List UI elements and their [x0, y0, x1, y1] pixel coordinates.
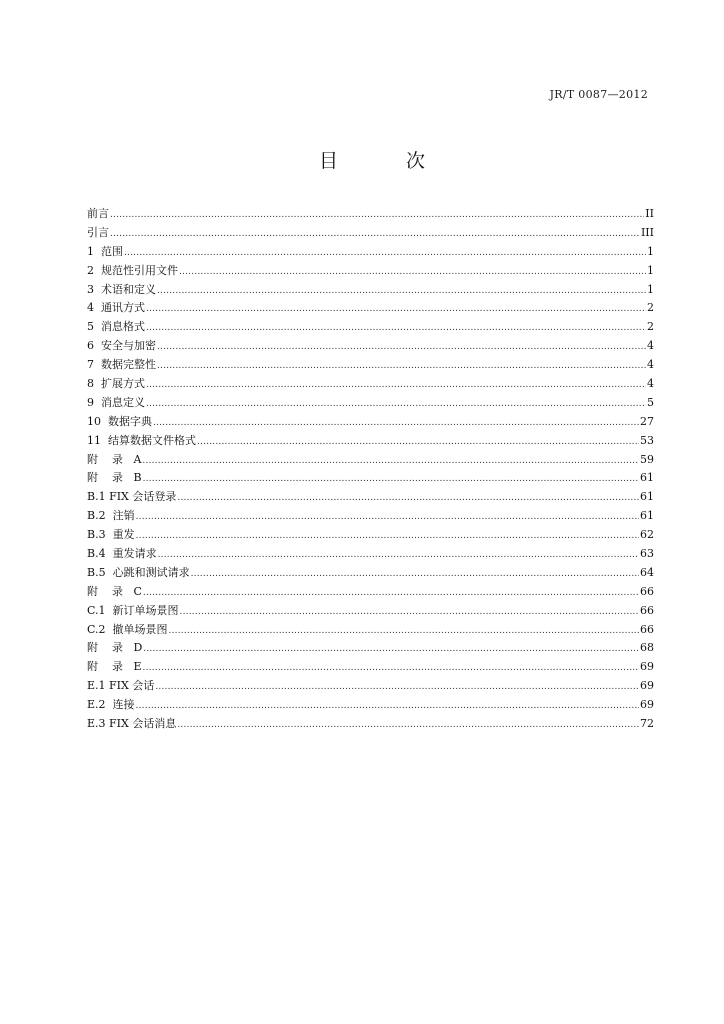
toc-dot-leader [179, 263, 646, 282]
toc-entry-label: E.2 连接 [87, 698, 135, 712]
toc-entry[interactable] [87, 621, 654, 640]
toc-dot-leader [177, 716, 639, 735]
toc-entry-page: 4 [647, 358, 654, 372]
toc-entry-page: 68 [640, 641, 654, 655]
toc-entry-label: E.3 FIX 会话消息 [87, 717, 177, 731]
toc-dot-leader [143, 470, 639, 489]
toc-dot-leader [157, 282, 646, 301]
toc-entry-label: 引言 [87, 225, 109, 239]
toc-entry-label: 6 安全与加密 [87, 339, 156, 353]
toc-dot-leader [142, 452, 639, 471]
page-title [0, 146, 724, 173]
toc-entry-page: 66 [640, 584, 654, 598]
toc-entry-label: 8 扩展方式 [87, 377, 145, 391]
toc-entry-page: 66 [640, 603, 654, 617]
toc-dot-leader [143, 640, 639, 659]
standard-code: JR/T 0087—2012 [549, 88, 648, 101]
toc-entry[interactable] [87, 507, 654, 526]
toc-entry-label: 3 术语和定义 [87, 282, 156, 296]
toc-entry-page: 1 [647, 244, 654, 258]
toc-entry-label: 5 消息格式 [87, 320, 145, 334]
toc-dot-leader [110, 225, 640, 244]
toc-entry[interactable] [87, 205, 654, 224]
toc-entry[interactable] [87, 677, 654, 696]
toc-entry-page: 66 [640, 622, 654, 636]
toc-entry-label: C.1 新订单场景图 [87, 603, 179, 617]
toc-entry[interactable] [87, 432, 654, 451]
toc-dot-leader [197, 433, 639, 452]
toc-dot-leader [169, 622, 639, 641]
toc-entry-label: C.2 撤单场景图 [87, 622, 168, 636]
toc-entry-label: B.2 注销 [87, 509, 135, 523]
toc-entry-label: E.1 FIX 会话 [87, 679, 155, 693]
toc-entry-page: 5 [647, 395, 654, 409]
toc-entry-page: 27 [640, 414, 654, 428]
toc-entry[interactable] [87, 299, 654, 318]
toc-entry[interactable] [87, 602, 654, 621]
toc-entry[interactable] [87, 375, 654, 394]
toc-dot-leader [143, 659, 639, 678]
page-title-char-1: 目 [318, 150, 338, 172]
toc-dot-leader [110, 206, 644, 225]
toc-dot-leader [146, 300, 646, 319]
toc-dot-leader [136, 508, 639, 527]
toc-entry-label: 1 范围 [87, 244, 123, 258]
toc-entry[interactable] [87, 356, 654, 375]
toc-dot-leader [146, 395, 646, 414]
toc-entry-label: B.1 FIX 会话登录 [87, 490, 177, 504]
toc-entry-page: 1 [647, 263, 654, 277]
toc-dot-leader [157, 338, 646, 357]
toc-entry[interactable] [87, 262, 654, 281]
toc-dot-leader [157, 357, 646, 376]
page-title-char-2: 次 [406, 150, 426, 172]
toc-dot-leader [158, 546, 639, 565]
toc-entry-page: 69 [640, 698, 654, 712]
toc-entry-page: 69 [640, 660, 654, 674]
toc-entry[interactable] [87, 696, 654, 715]
toc-entry-label: 附 录 C [87, 584, 142, 598]
toc-entry-label: 附 录 B [87, 471, 142, 485]
toc-entry-page: 63 [640, 547, 654, 561]
toc-entry[interactable] [87, 564, 654, 583]
toc-entry[interactable] [87, 488, 654, 507]
toc-dot-leader [180, 603, 639, 622]
toc-entry-page: 61 [640, 490, 654, 504]
toc-dot-leader [124, 244, 646, 263]
toc-entry-page: 72 [640, 717, 654, 731]
toc-entry-page: 4 [647, 377, 654, 391]
toc-entry[interactable] [87, 394, 654, 413]
toc-entry-label: 11 结算数据文件格式 [87, 433, 196, 447]
toc-dot-leader [146, 376, 646, 395]
toc-entry[interactable] [87, 545, 654, 564]
toc-entry-label: 附 录 D [87, 641, 143, 655]
toc-entry-label: 9 消息定义 [87, 395, 145, 409]
toc-dot-leader [136, 697, 639, 716]
toc-entry-page: 69 [640, 679, 654, 693]
toc-entry-page: 59 [640, 452, 654, 466]
toc-entry-page: III [640, 225, 654, 239]
toc-entry[interactable] [87, 451, 654, 470]
toc-entry-label: B.3 重发 [87, 528, 135, 542]
toc-entry-page: II [645, 207, 654, 220]
toc-entry-label: 10 数据字典 [87, 414, 152, 428]
toc-dot-leader [191, 565, 639, 584]
toc-dot-leader [143, 584, 639, 603]
toc-entry-label: 附 录 A [87, 452, 142, 466]
toc-entry-page: 64 [640, 565, 654, 579]
toc-dot-leader [155, 678, 639, 697]
toc-entry[interactable] [87, 639, 654, 658]
toc-dot-leader [177, 489, 639, 508]
toc-entry[interactable] [87, 281, 654, 300]
toc-entry[interactable] [87, 658, 654, 677]
toc-entry-page: 61 [640, 509, 654, 523]
toc-dot-leader [146, 319, 646, 338]
table-of-contents [87, 205, 654, 734]
toc-entry-page: 53 [640, 433, 654, 447]
toc-entry-label: B.4 重发请求 [87, 547, 157, 561]
toc-entry[interactable] [87, 318, 654, 337]
toc-entry[interactable] [87, 715, 654, 734]
toc-entry[interactable] [87, 224, 654, 243]
toc-entry[interactable] [87, 469, 654, 488]
toc-entry-label: 7 数据完整性 [87, 358, 156, 372]
toc-dot-leader [136, 527, 639, 546]
toc-entry-label: B.5 心跳和测试请求 [87, 565, 190, 579]
toc-entry-page: 1 [647, 282, 654, 296]
toc-entry-label: 前言 [87, 207, 109, 220]
toc-entry[interactable] [87, 413, 654, 432]
toc-entry-page: 61 [640, 471, 654, 485]
toc-entry-page: 2 [647, 301, 654, 315]
toc-entry[interactable] [87, 526, 654, 545]
toc-entry-label: 4 通讯方式 [87, 301, 145, 315]
toc-entry-page: 62 [640, 528, 654, 542]
toc-entry[interactable] [87, 243, 654, 262]
toc-entry-page: 2 [647, 320, 654, 334]
toc-entry-label: 附 录 E [87, 660, 142, 674]
toc-entry-label: 2 规范性引用文件 [87, 263, 178, 277]
toc-entry[interactable] [87, 583, 654, 602]
toc-entry[interactable] [87, 337, 654, 356]
toc-entry-page: 4 [647, 339, 654, 353]
toc-dot-leader [153, 414, 639, 433]
